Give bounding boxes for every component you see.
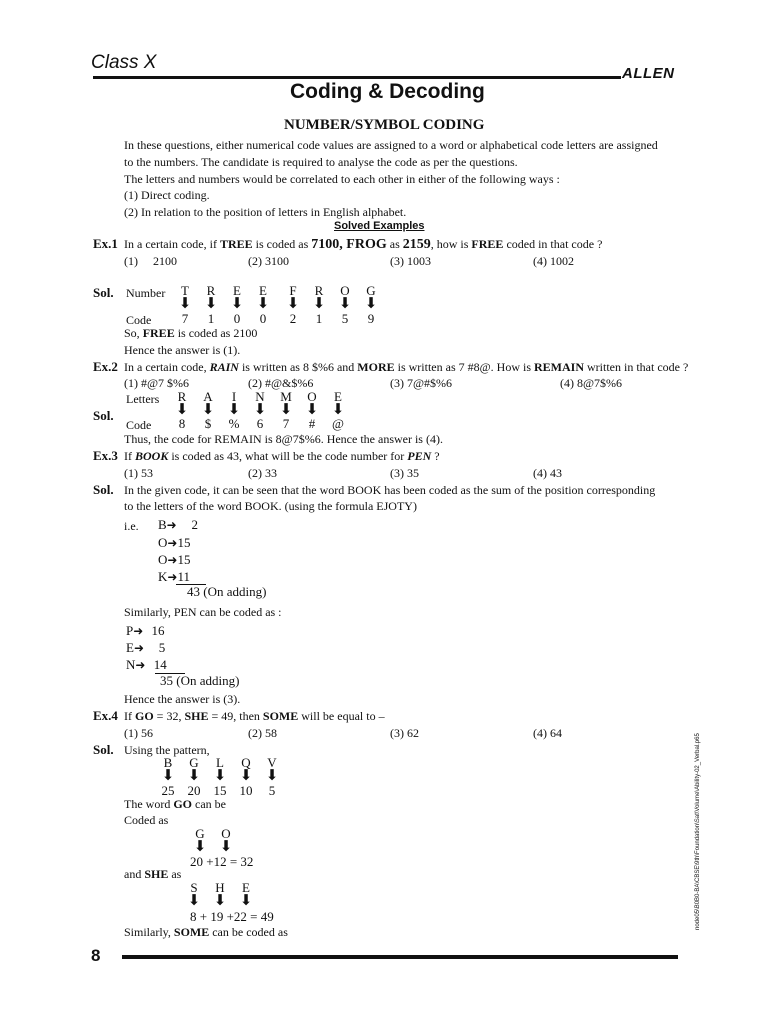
text: Similarly, [124, 925, 174, 939]
letter: O [221, 826, 231, 841]
ex3-book-row-2 [158, 535, 190, 551]
ex2-arrows [169, 400, 351, 418]
letter: G [189, 755, 199, 770]
down-arrow-icon: ⬇ [239, 766, 253, 784]
ex3-book-row-4 [158, 569, 190, 585]
q-word: RAIN [209, 360, 239, 374]
ex4-question [124, 709, 385, 723]
ex1-codes-1 [172, 311, 276, 327]
value: 2 [191, 517, 198, 532]
down-arrow-icon: ⬇ [331, 400, 345, 418]
value: 15 [177, 552, 191, 567]
intro-line-2: to the numbers. The candidate is required to analyse the code as per the questions. [124, 155, 518, 169]
q-text: If [124, 709, 135, 723]
ex2-label: Ex.2 [93, 359, 118, 374]
down-arrow-icon: ⬇ [227, 400, 241, 418]
right-arrow-icon: ➜ [167, 536, 178, 550]
value: 5 [268, 783, 276, 798]
ex4-go-equation: 20 +12 = 32 [190, 854, 254, 869]
down-arrow-icon: ⬇ [204, 294, 218, 312]
value: 10 [239, 783, 253, 798]
ex3-option-2: (2) 33 [248, 466, 277, 480]
ex2-option-4: (4) 8@7$%6 [560, 376, 623, 390]
letter: O [307, 389, 317, 404]
ex3-pen-row-3 [126, 657, 167, 673]
bold-word: SOME [173, 925, 210, 939]
q-text: = 49, then [208, 709, 263, 723]
down-arrow-icon: ⬇ [161, 766, 175, 784]
ex3-option-4: (4) 43 [533, 466, 562, 480]
right-arrow-icon: ➜ [167, 553, 178, 567]
q-text: ? [431, 449, 440, 463]
value: 14 [153, 657, 167, 672]
value: 15 [213, 783, 227, 798]
ex4-pattern-arrows [155, 766, 285, 784]
code-value: $ [204, 416, 212, 431]
code-value: 9 [367, 311, 375, 326]
ex1-sol-label: Sol. [93, 285, 114, 300]
page-title: Coding & Decoding [290, 80, 485, 103]
q-word: REMAIN [534, 360, 585, 374]
down-arrow-icon: ⬇ [256, 294, 270, 312]
intro-line-1: In these questions, either numerical code values are assigned to a word or alphabetical code letters are assigned [124, 138, 658, 152]
total: 35 [160, 673, 173, 688]
footer-rule [122, 955, 678, 959]
letter: K [158, 569, 168, 584]
text: The word [124, 797, 174, 811]
ex2-option-3: (3) 7@#$%6 [390, 376, 453, 390]
right-arrow-icon: ➜ [166, 518, 177, 532]
ex3-pen-total [160, 673, 239, 689]
q-word: 2159 [402, 237, 431, 252]
ex4-coded-as: Coded as [124, 813, 169, 827]
ex2-question [124, 360, 688, 374]
value: 16 [151, 623, 165, 638]
ex4-option-2: (2) 58 [248, 726, 277, 740]
q-word: SOME [262, 709, 299, 723]
code-value: # [308, 416, 316, 431]
ex1-sol-line-2: Hence the answer is (1). [124, 343, 241, 357]
down-arrow-icon: ⬇ [286, 294, 300, 312]
letter: T [181, 283, 189, 298]
code-value: 0 [259, 311, 267, 326]
down-arrow-icon: ⬇ [239, 891, 253, 909]
right-arrow-icon: ➜ [133, 641, 145, 655]
q-text: is written as 8 $%6 and [238, 360, 358, 374]
ex1-option-4: (4) 1002 [533, 254, 574, 268]
q-text: written in that code ? [584, 360, 689, 374]
ex1-option-3: (3) 1003 [390, 254, 431, 268]
note: (On adding) [203, 584, 267, 599]
bold-word: SHE [144, 867, 169, 881]
code-value: @ [332, 416, 344, 431]
ex3-book-total [187, 584, 266, 600]
ex3-sol-line-2: to the letters of the word BOOK. (using the formula EJOTY) [124, 499, 417, 513]
value: 20 [187, 783, 201, 798]
text: and [124, 867, 145, 881]
letter: G [195, 826, 205, 841]
ex1-option-1: (1) 2100 [124, 254, 177, 268]
down-arrow-icon: ⬇ [305, 400, 319, 418]
bold-word: GO [173, 797, 192, 811]
down-arrow-icon: ⬇ [213, 891, 227, 909]
ex4-option-3: (3) 62 [390, 726, 419, 740]
letter: B [158, 517, 167, 532]
q-text: is coded as 43, what will be the code number for [168, 449, 408, 463]
down-arrow-icon: ⬇ [178, 294, 192, 312]
letter: S [190, 880, 198, 895]
ex1-question [124, 237, 602, 252]
letter: P [126, 623, 134, 638]
letter: E [259, 283, 267, 298]
letter: A [203, 389, 213, 404]
q-text: In a certain code, if [124, 237, 220, 251]
brand-logo: ALLEN [622, 65, 675, 82]
ex3-answer: Hence the answer is (3). [124, 692, 241, 706]
letter: H [215, 880, 225, 895]
note: (On adding) [176, 673, 240, 688]
ex3-option-1: (1) 53 [124, 466, 153, 480]
ex1-sol-line-1 [124, 326, 257, 340]
q-word: TREE [219, 237, 253, 251]
code-value: 7 [282, 416, 290, 431]
ex3-question [124, 449, 440, 463]
text: can be coded as [209, 925, 288, 939]
letter: N [255, 389, 265, 404]
ex1-code-label: Code [126, 313, 152, 327]
ex3-book-row-3 [158, 552, 190, 568]
ex1-arrows-2 [280, 294, 384, 312]
letter: L [216, 755, 224, 770]
down-arrow-icon: ⬇ [213, 766, 227, 784]
letter: M [280, 389, 292, 404]
down-arrow-icon: ⬇ [175, 400, 189, 418]
code-value: % [228, 416, 240, 431]
value: 15 [177, 535, 191, 550]
right-arrow-icon: ➜ [167, 570, 178, 584]
ex1-label: Ex.1 [93, 236, 118, 251]
bold-word: FREE [142, 326, 175, 340]
intro-line-5: (2) In relation to the position of letters in English alphabet. [124, 205, 407, 219]
ex4-she-equation: 8 + 19 +22 = 49 [190, 909, 274, 924]
ex3-label: Ex.3 [93, 448, 118, 463]
intro-line-3: The letters and numbers would be correlated to each other in either of the following ways : [124, 172, 560, 186]
text: is coded as 2100 [174, 326, 258, 340]
letter: F [289, 283, 297, 298]
value: 5 [158, 640, 166, 655]
value: 11 [177, 569, 190, 584]
code-value: 7 [181, 311, 189, 326]
ex2-code-label: Code [126, 418, 152, 432]
q-text: , how is [430, 237, 472, 251]
ex4-go-arrows [187, 837, 239, 855]
ex3-ie: i.e. [124, 519, 139, 533]
ex4-and-she [124, 867, 181, 881]
section-title: NUMBER/SYMBOL CODING [284, 117, 485, 133]
ex4-word-go [124, 797, 226, 811]
value: 25 [161, 783, 175, 798]
ex3-book-row-1 [158, 517, 198, 533]
q-text: coded in that code ? [503, 237, 603, 251]
down-arrow-icon: ⬇ [279, 400, 293, 418]
code-value: 1 [207, 311, 215, 326]
code-value: 6 [256, 416, 264, 431]
ex4-using: Using the pattern, [124, 743, 210, 757]
q-text: is coded as [252, 237, 312, 251]
q-word: GO [135, 709, 154, 723]
down-arrow-icon: ⬇ [193, 837, 207, 855]
ex4-label: Ex.4 [93, 708, 118, 723]
down-arrow-icon: ⬇ [265, 766, 279, 784]
ex1-number-label: Number [126, 286, 166, 300]
q-word: BOOK [135, 449, 169, 463]
q-word: PEN [407, 449, 432, 463]
letter: R [206, 283, 216, 298]
page-number: 8 [91, 946, 101, 965]
q-text: In a certain code, [124, 360, 210, 374]
right-arrow-icon: ➜ [135, 658, 146, 672]
ex2-codes [169, 416, 351, 432]
down-arrow-icon: ⬇ [230, 294, 244, 312]
q-text: = 32, [153, 709, 185, 723]
total: 43 [187, 584, 200, 599]
letter: I [231, 389, 237, 404]
down-arrow-icon: ⬇ [187, 891, 201, 909]
ex2-option-1: (1) #@7 $%6 [124, 376, 190, 390]
ex3-sol-line-1: In the given code, it can be seen that the word BOOK has been coded as the sum of the position corresponding [124, 483, 656, 497]
q-word: SHE [184, 709, 209, 723]
ex2-option-2: (2) #@&$%6 [248, 376, 314, 390]
code-value: 1 [315, 311, 323, 326]
ex3-similarly: Similarly, PEN can be coded as : [124, 605, 282, 619]
letter: R [177, 389, 187, 404]
ex1-codes-2 [280, 311, 384, 327]
down-arrow-icon: ⬇ [253, 400, 267, 418]
letter: E [334, 389, 342, 404]
ex3-pen-row-2 [126, 640, 165, 656]
q-text: is written as 7 #8@. How is [394, 360, 535, 374]
ex3-pen-row-1 [126, 623, 165, 639]
ex1-option-2: (2) 3100 [248, 254, 289, 268]
down-arrow-icon: ⬇ [338, 294, 352, 312]
q-text: If [124, 449, 135, 463]
letter: E [233, 283, 241, 298]
q-word: FREE [471, 237, 504, 251]
text: So, [124, 326, 143, 340]
ex4-option-4: (4) 64 [533, 726, 562, 740]
letter: B [163, 755, 173, 770]
ex4-option-1: (1) 56 [124, 726, 153, 740]
side-file-path: node05\B0B0-BA\CBSE\9th\Foundation\Sat\Volume\Ability-02_Verbal.p65 [695, 733, 701, 930]
text: as [168, 867, 182, 881]
code-value: 0 [233, 311, 241, 326]
ex2-sol-line: Thus, the code for REMAIN is 8@7$%6. Hence the answer is (4). [124, 432, 443, 446]
ex4-similarly [124, 925, 288, 939]
q-word: MORE [357, 360, 395, 374]
letter: Q [241, 755, 251, 770]
q-text: will be equal to – [298, 709, 385, 723]
letter: E [242, 880, 250, 895]
letter: R [314, 283, 324, 298]
class-label: Class X [91, 52, 157, 73]
down-arrow-icon: ⬇ [187, 766, 201, 784]
intro-line-4: (1) Direct coding. [124, 188, 210, 202]
q-word: 7100, FROG [311, 237, 387, 252]
letter: N [126, 657, 136, 672]
q-text: as [386, 237, 403, 251]
text: can be [192, 797, 226, 811]
ex3-option-3: (3) 35 [390, 466, 419, 480]
letter: O [158, 552, 168, 567]
down-arrow-icon: ⬇ [364, 294, 378, 312]
ex4-sol-label: Sol. [93, 742, 114, 757]
ex2-sol-label: Sol. [93, 408, 114, 423]
letter: O [158, 535, 168, 550]
down-arrow-icon: ⬇ [312, 294, 326, 312]
solved-examples-heading: Solved Examples [334, 220, 425, 232]
down-arrow-icon: ⬇ [201, 400, 215, 418]
letter: E [126, 640, 134, 655]
code-value: 5 [341, 311, 349, 326]
ex4-she-arrows [181, 891, 259, 909]
code-value: 2 [289, 311, 297, 326]
right-arrow-icon: ➜ [133, 624, 144, 638]
header-rule [93, 76, 621, 79]
ex1-arrows-1 [172, 294, 276, 312]
ex2-letters-label: Letters [126, 392, 160, 406]
letter: O [340, 283, 350, 298]
ex3-sol-label: Sol. [93, 482, 114, 497]
down-arrow-icon: ⬇ [219, 837, 233, 855]
letter: V [267, 755, 277, 770]
code-value: 8 [178, 416, 186, 431]
letter: G [366, 283, 376, 298]
